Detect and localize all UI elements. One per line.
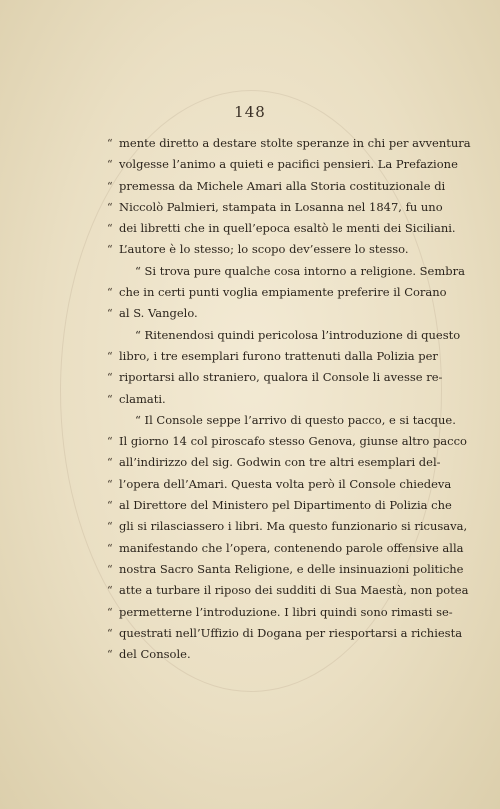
line-text: “ Il Console seppe l’arrivo di questo pacco, e si tacque. (135, 412, 456, 427)
line-text: L’autore è lo stesso; lo scopo dev’essere lo stesso. (119, 242, 409, 257)
text-line (107, 538, 464, 559)
line-text: gli si rilasciassero i libri. Ma questo funzionario si ricusava, (119, 519, 468, 534)
text-line (107, 261, 465, 282)
text-line (107, 239, 412, 260)
quote-mark: “ (107, 158, 113, 172)
text-line (107, 218, 456, 239)
line-text: “ Si trova pure qualche cosa intorno a religione. Sembra (135, 263, 465, 278)
quote-mark: “ (107, 541, 113, 555)
text-line (107, 495, 452, 516)
line-text: che in certi punti voglia empiamente preferire il Corano (119, 285, 447, 300)
line-text: atte a turbare il riposo dei sudditi di Sua Maestà, non potea (119, 583, 469, 598)
quote-mark: “ (107, 307, 113, 321)
quote-mark: “ (107, 456, 113, 470)
quote-mark: “ (107, 562, 113, 576)
line-text: nostra Sacro Santa Religione, e delle insinuazioni politiche (119, 561, 464, 576)
text-line (107, 410, 456, 431)
line-text: Niccolò Palmieri, stampata in Losanna nel 1847, fu uno (119, 199, 443, 214)
line-text: clamati. (119, 391, 166, 406)
text-line (107, 580, 469, 601)
quote-mark: “ (107, 286, 113, 300)
line-text: premessa da Michele Amari alla Storia costituzionale di (119, 178, 446, 193)
text-line (107, 431, 467, 452)
line-text: al Direttore del Ministero pel Dipartimento di Polizia che (119, 498, 452, 513)
text-line (107, 474, 452, 495)
line-text: del Console. (119, 647, 191, 662)
quote-mark: “ (107, 222, 113, 236)
line-text: questrati nell’Uffizio di Dogana per riesportarsi a richiesta (119, 625, 463, 640)
text-line (107, 389, 412, 410)
quote-mark: “ (107, 435, 113, 449)
quote-mark: “ (107, 243, 113, 257)
quote-mark: “ (107, 392, 113, 406)
text-line (107, 303, 412, 324)
line-text: manifestando che l’opera, contenendo parole offensive alla (119, 540, 464, 555)
quote-mark: “ (107, 349, 113, 363)
quote-mark: “ (107, 200, 113, 214)
text-line (107, 559, 464, 580)
quote-mark: “ (107, 477, 113, 491)
quote-mark: “ (107, 371, 113, 385)
text-line (107, 367, 443, 388)
quote-mark: “ (107, 626, 113, 640)
body-text (107, 133, 471, 665)
line-text: dei libretti che in quell’epoca esaltò le menti dei Siciliani. (119, 221, 456, 236)
quote-mark: “ (107, 584, 113, 598)
text-line (107, 346, 438, 367)
text-line (107, 282, 447, 303)
line-text: “ Ritenendosi quindi pericolosa l’introduzione di questo (135, 327, 461, 342)
line-text: riportarsi allo straniero, qualora il Console li avesse re- (119, 370, 443, 385)
text-line (107, 197, 443, 218)
quote-mark: “ (107, 499, 113, 513)
text-line (107, 133, 471, 154)
page-number: 148 (234, 103, 266, 121)
text-line (107, 154, 458, 175)
text-line (107, 602, 453, 623)
line-text: libro, i tre esemplari furono trattenuti dalla Polizia per (119, 348, 438, 363)
text-line (107, 516, 468, 537)
quote-mark: “ (107, 605, 113, 619)
quote-mark: “ (107, 520, 113, 534)
quote-mark: “ (107, 648, 113, 662)
quote-mark: “ (107, 137, 113, 150)
text-line (107, 176, 446, 197)
line-text: permetterne l’introduzione. I libri quindi sono rimasti se- (119, 604, 453, 619)
text-line (107, 452, 441, 473)
line-text: l’opera dell’Amari. Questa volta però il Console chiedeva (119, 476, 452, 491)
text-line (107, 623, 463, 644)
line-text: mente diretto a destare stolte speranze in chi per avventura (119, 136, 471, 150)
text-line (107, 325, 461, 346)
quote-mark: “ (107, 179, 113, 193)
line-text: al S. Vangelo. (119, 306, 198, 321)
line-text: Il giorno 14 col piroscafo stesso Genova, giunse altro pacco (119, 434, 467, 449)
text-line (107, 644, 412, 665)
line-text: volgesse l’animo a quieti e pacifici pensieri. La Prefazione (119, 157, 458, 172)
line-text: all’indirizzo del sig. Godwin con tre altri esemplari del- (119, 455, 441, 470)
